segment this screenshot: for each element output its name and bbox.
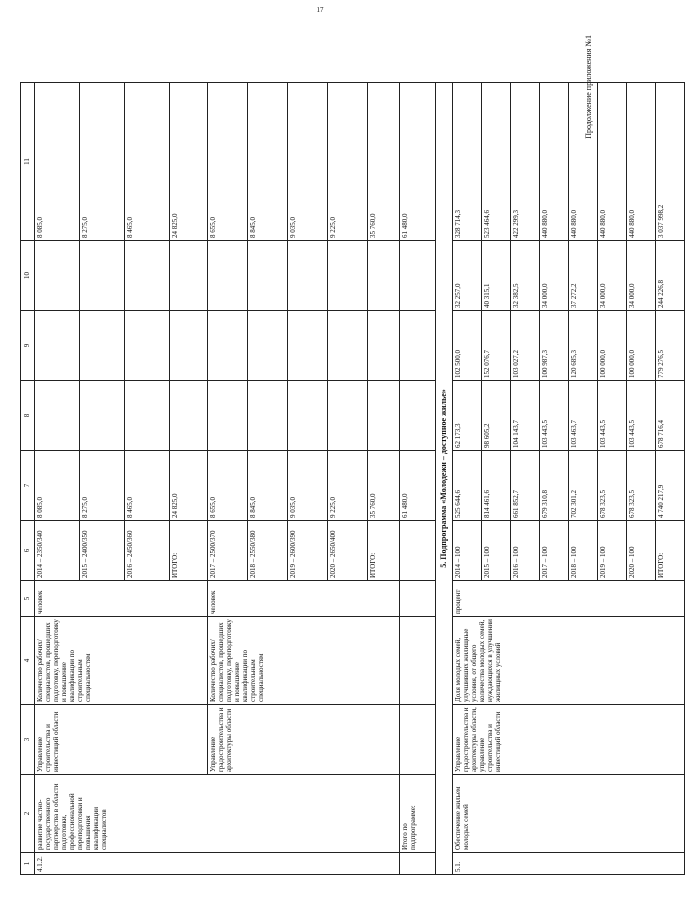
row-number: 4.1.2. bbox=[35, 853, 400, 875]
amount: 24 825,0 bbox=[170, 83, 208, 241]
year-total: ИТОГО: bbox=[170, 521, 208, 581]
year-target: 2020 – 2650/400 bbox=[328, 521, 368, 581]
year-target: 2017 – 2500/370 bbox=[208, 521, 248, 581]
total-amount: 661 852,7 bbox=[511, 451, 540, 521]
year-target: 2014 – 100 bbox=[453, 521, 482, 581]
year-target: 2019 – 100 bbox=[598, 521, 627, 581]
year-total: ИТОГО: bbox=[368, 521, 400, 581]
amount: 779 276,5 bbox=[656, 311, 685, 381]
year-target: 2014 – 2350/340 bbox=[35, 521, 80, 581]
executor: Управление градостроительства и архитектуры области bbox=[208, 705, 400, 775]
column-number: 3 bbox=[21, 705, 35, 775]
amount: 523 464,6 bbox=[482, 83, 511, 241]
page-number: 17 bbox=[316, 6, 324, 14]
amount: 678 716,4 bbox=[656, 381, 685, 451]
column-number: 7 bbox=[21, 451, 35, 521]
total-amount: 35 760,0 bbox=[368, 451, 400, 521]
total-amount: 8 275,0 bbox=[80, 451, 125, 521]
year-target: 2016 – 100 bbox=[511, 521, 540, 581]
amount: 32 382,5 bbox=[511, 241, 540, 311]
amount: 102 500,0 bbox=[453, 311, 482, 381]
year-target: 2016 – 2450/360 bbox=[125, 521, 170, 581]
total-amount: 525 644,6 bbox=[453, 451, 482, 521]
subtotal-amount: 61 480,0 bbox=[400, 83, 436, 241]
amount: 103 443,5 bbox=[598, 381, 627, 451]
subtotal-label: Итого по подпрограмме: bbox=[400, 775, 436, 853]
amount: 34 000,0 bbox=[540, 241, 569, 311]
column-number: 5 bbox=[21, 581, 35, 617]
indicator: Количество рабочих/ специалистов, прошедших подготовку, переподготовку и повышение квалификации по строительным специальностям bbox=[208, 617, 400, 705]
amount: 103 443,5 bbox=[540, 381, 569, 451]
year-target: 2015 – 100 bbox=[482, 521, 511, 581]
column-number-row bbox=[21, 83, 35, 875]
total-amount: 8 845,0 bbox=[248, 451, 288, 521]
year-total: ИТОГО: bbox=[656, 521, 685, 581]
amount: 8 655,0 bbox=[208, 83, 248, 241]
executor: Управление градостроительства и архитектуры области, управление строительства и инвестиций области bbox=[453, 705, 685, 775]
amount: 100 000,0 bbox=[627, 311, 656, 381]
amount: 37 272,2 bbox=[569, 241, 598, 311]
amount: 100 000,0 bbox=[598, 311, 627, 381]
amount: 104 143,7 bbox=[511, 381, 540, 451]
column-number: 10 bbox=[21, 241, 35, 311]
amount: 103 027,2 bbox=[511, 311, 540, 381]
amount: 35 760,0 bbox=[368, 83, 400, 241]
amount: 8 275,0 bbox=[80, 83, 125, 241]
amount: 32 257,0 bbox=[453, 241, 482, 311]
measure-name: Обеспечение жильем молодых семей bbox=[453, 775, 685, 853]
table-row bbox=[208, 83, 248, 875]
indicator: Доля молодых семей, улучшивших жилищные условия, от общего количества молодых семей, нуждающихся в улучшении жилищных условий bbox=[453, 617, 685, 705]
year-target: 2019 – 2600/390 bbox=[288, 521, 328, 581]
amount: 328 714,3 bbox=[453, 83, 482, 241]
total-amount: 24 825,0 bbox=[170, 451, 208, 521]
year-target: 2020 – 100 bbox=[627, 521, 656, 581]
amount: 8 845,0 bbox=[248, 83, 288, 241]
total-amount: 678 323,5 bbox=[598, 451, 627, 521]
total-amount: 679 310,8 bbox=[540, 451, 569, 521]
table-row bbox=[35, 83, 80, 875]
table-row bbox=[453, 83, 482, 875]
unit: процент bbox=[453, 581, 685, 617]
total-amount: 9 035,0 bbox=[288, 451, 328, 521]
amount: 98 605,2 bbox=[482, 381, 511, 451]
total-amount: 9 225,0 bbox=[328, 451, 368, 521]
amount: 440 880,0 bbox=[569, 83, 598, 241]
year-target: 2015 – 2400/350 bbox=[80, 521, 125, 581]
total-amount: 4 740 217,9 bbox=[656, 451, 685, 521]
column-number: 8 bbox=[21, 381, 35, 451]
total-amount: 8 085,0 bbox=[35, 451, 80, 521]
amount: 152 076,7 bbox=[482, 311, 511, 381]
subtotal-row bbox=[400, 83, 436, 875]
amount: 244 226,8 bbox=[656, 241, 685, 311]
amount: 422 299,3 bbox=[511, 83, 540, 241]
total-amount: 814 461,6 bbox=[482, 451, 511, 521]
year-target: 2018 – 2550/380 bbox=[248, 521, 288, 581]
subtotal-amount: 61 480,0 bbox=[400, 451, 436, 521]
column-number: 4 bbox=[21, 617, 35, 705]
amount: 40 315,1 bbox=[482, 241, 511, 311]
column-number: 6 bbox=[21, 521, 35, 581]
section-heading-row bbox=[436, 83, 453, 875]
annex-label: Продолжение приложения №1 bbox=[584, 35, 593, 139]
column-number: 1 bbox=[21, 853, 35, 875]
total-amount: 8 655,0 bbox=[208, 451, 248, 521]
indicator: Количество рабочих/ специалистов, прошедших подготовку, переподготовку и повышение квалификации по строительным специальностям bbox=[35, 617, 208, 705]
amount: 3 037 998,2 bbox=[656, 83, 685, 241]
unit: человек bbox=[208, 581, 400, 617]
total-amount: 702 301,2 bbox=[569, 451, 598, 521]
amount: 34 000,0 bbox=[627, 241, 656, 311]
amount: 103 463,7 bbox=[569, 381, 598, 451]
rotated-sheet bbox=[20, 35, 665, 875]
column-number: 11 bbox=[21, 83, 35, 241]
section-title: 5. Подпрограмма «Молодежи – доступное жилье» bbox=[436, 83, 453, 875]
amount: 8 465,0 bbox=[125, 83, 170, 241]
amount: 9 035,0 bbox=[288, 83, 328, 241]
amount: 62 173,3 bbox=[453, 381, 482, 451]
amount: 120 685,3 bbox=[569, 311, 598, 381]
total-amount: 8 465,0 bbox=[125, 451, 170, 521]
program-table bbox=[20, 82, 685, 875]
amount: 440 880,0 bbox=[598, 83, 627, 241]
amount: 34 000,0 bbox=[598, 241, 627, 311]
column-number: 2 bbox=[21, 775, 35, 853]
amount: 103 443,5 bbox=[627, 381, 656, 451]
row-number: 5.1. bbox=[453, 853, 685, 875]
amount: 440 880,0 bbox=[627, 83, 656, 241]
year-target: 2018 – 100 bbox=[569, 521, 598, 581]
measure-name: развитие частно-государственного партнерства в области подготовки, профессиональной переподготовки и повышения квалификации специалистов bbox=[35, 775, 400, 853]
unit: человек bbox=[35, 581, 208, 617]
amount: 8 085,0 bbox=[35, 83, 80, 241]
amount: 440 880,0 bbox=[540, 83, 569, 241]
executor: Управление строительства и инвестиций области bbox=[35, 705, 208, 775]
total-amount: 678 323,5 bbox=[627, 451, 656, 521]
column-number: 9 bbox=[21, 311, 35, 381]
amount: 9 225,0 bbox=[328, 83, 368, 241]
year-target: 2017 – 100 bbox=[540, 521, 569, 581]
amount: 100 987,3 bbox=[540, 311, 569, 381]
